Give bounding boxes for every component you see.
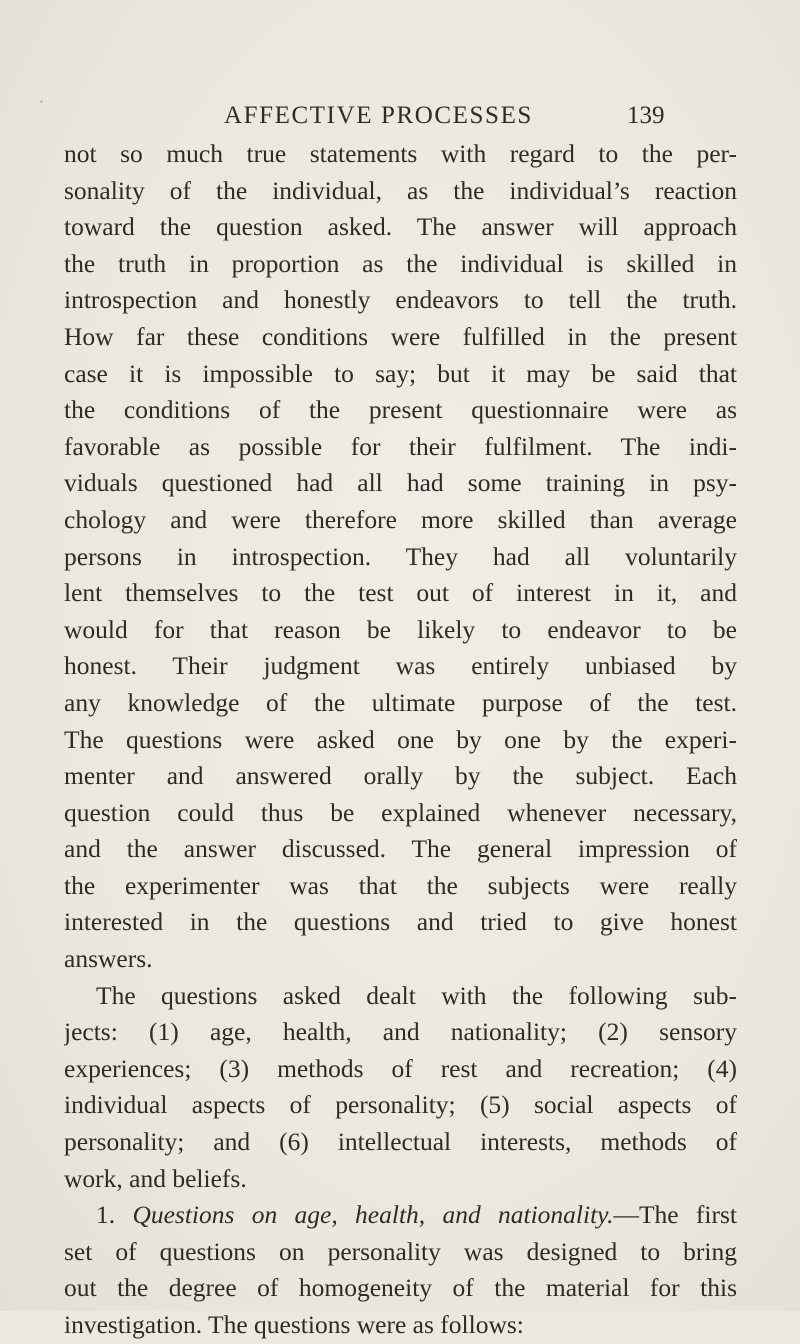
text-line: the truth in proportion as the individual is skilled in [64,248,737,278]
section-number: 1. [96,1200,116,1230]
section-heading-continuation: —The first [613,1200,737,1230]
body-text [64,136,737,1344]
text-line: personality; and (6) intellectual interests, methods of [64,1127,737,1157]
running-head: AFFECTIVE PROCESSES [224,102,533,129]
text-line: chology and were therefore more skilled than average [64,504,737,534]
text-line: jects: (1) age, health, and nationality; (2) sensory [64,1017,737,1047]
text-line: work, and beliefs. [64,1163,247,1193]
text-line: the conditions of the present questionnaire were as [64,395,737,425]
text-line: set of questions on personality was designed to bring [64,1236,737,1266]
text-line: investigation. The questions were as follows: [64,1310,524,1339]
text-line: the experimenter was that the subjects were really [64,870,737,900]
text-line: The questions asked dealt with the following sub- [96,980,737,1010]
section-heading: Questions on age, health, and nationality. [132,1200,614,1230]
text-line: interested in the questions and tried to give honest [64,907,737,937]
text-line: The questions were asked one by one by the experi- [64,724,737,754]
text-line: How far these conditions were fulfilled in the present [64,321,737,351]
text-line: experiences; (3) methods of rest and recreation; (4) [64,1053,737,1083]
text-line: answers. [64,944,153,974]
text-line: individual aspects of personality; (5) social aspects of [64,1090,737,1120]
section-heading-line [64,1197,737,1234]
text-line: and the answer discussed. The general impression of [64,834,737,864]
text-line: any knowledge of the ultimate purpose of the test. [64,687,737,717]
text-line: viduals questioned had all had some training in psy- [64,468,737,498]
text-line: not so much true statements with regard to the per- [64,139,737,168]
text-line: sonality of the individual, as the individual’s reaction [64,175,737,205]
text-line: honest. Their judgment was entirely unbiased by [64,651,737,681]
text-line: favorable as possible for their fulfilment. The indi- [64,431,737,461]
text-line: question could thus be explained whenever necessary, [64,797,737,827]
text-line: lent themselves to the test out of interest in it, and [64,578,737,608]
text-line: toward the question asked. The answer will approach [64,212,737,242]
text-line: would for that reason be likely to endeavor to be [64,614,737,644]
text-line: menter and answered orally by the subject. Each [64,761,737,791]
page-number: 139 [627,102,665,129]
page-header [0,98,800,134]
text-line: introspection and honestly endeavors to tell the truth. [64,285,737,315]
text-line: case it is impossible to say; but it may be said that [64,358,737,388]
text-line: persons in introspection. They had all voluntarily [64,541,737,571]
text-line: out the degree of homogeneity of the material for this [64,1273,737,1303]
